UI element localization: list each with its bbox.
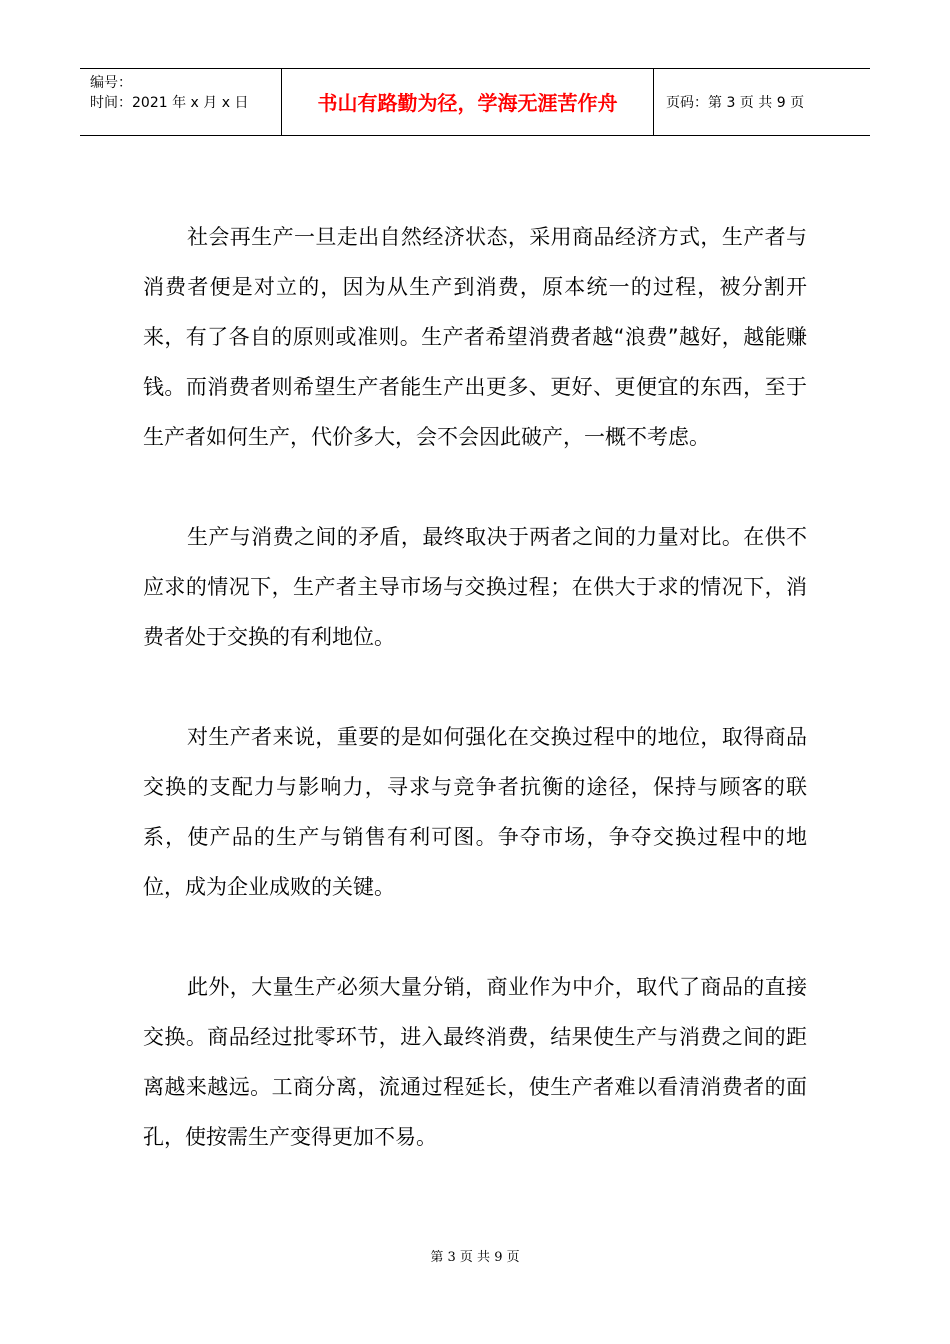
document-body xyxy=(143,212,807,1212)
header-page-code: 页码：第 3 页 共 9 页 xyxy=(666,95,805,111)
paragraph: 社会再生产一旦走出自然经济状态，采用商品经济方式，生产者与消费者便是对立的，因为从生产到消费，原本统一的过程，被分割开来，有了各自的原则或准则。生产者希望消费者越“浪费”越好，越能赚钱。而消费者则希望生产者能生产出更多、更好、更便宜的东西，至于生产者如何生产，代价多大，会不会因此破产，一概不考虑。 xyxy=(143,225,807,449)
paragraph: 此外，大量生产必须大量分销，商业作为中介，取代了商品的直接交换。商品经过批零环节，进入最终消费，结果使生产与消费之间的距离越来越远。工商分离，流通过程延长，使生产者难以看清消费者的面孔，使按需生产变得更加不易。 xyxy=(143,975,807,1149)
page-header xyxy=(80,68,870,136)
page-footer: 第 3 页 共 9 页 xyxy=(430,1250,520,1265)
header-motto: 书山有路勤为径，学海无涯苦作舟 xyxy=(282,69,654,135)
serial-number-label: 编号： xyxy=(90,75,132,91)
date-label: 时间：2021 年 x 月 x 日 xyxy=(90,95,249,111)
header-meta xyxy=(80,69,282,135)
paragraph: 生产与消费之间的矛盾，最终取决于两者之间的力量对比。在供不应求的情况下，生产者主导市场与交换过程；在供大于求的情况下，消费者处于交换的有利地位。 xyxy=(143,525,807,649)
paragraph: 对生产者来说，重要的是如何强化在交换过程中的地位，取得商品交换的支配力与影响力，寻求与竞争者抗衡的途径，保持与顾客的联系，使产品的生产与销售有利可图。争夺市场，争夺交换过程中的地位，成为企业成败的关键。 xyxy=(143,725,807,899)
